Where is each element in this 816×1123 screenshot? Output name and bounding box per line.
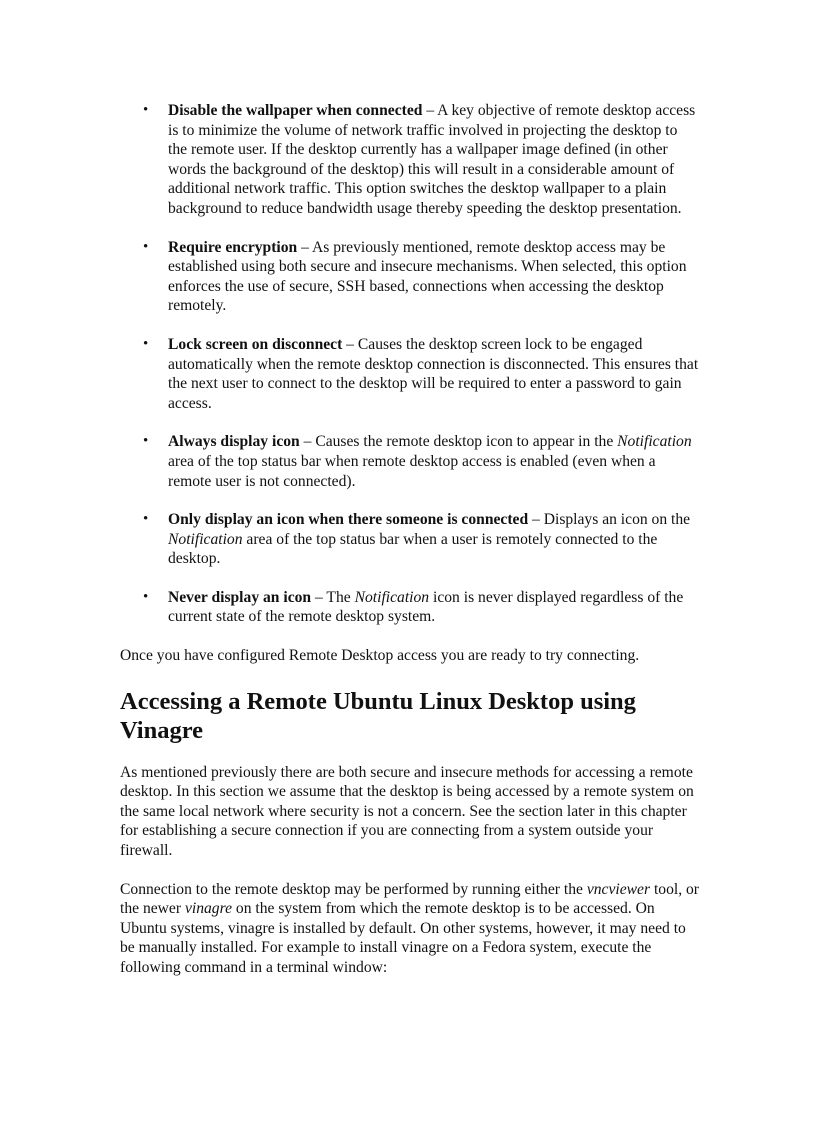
- list-item: [120, 101, 700, 219]
- body-paragraph: As mentioned previously there are both secure and insecure methods for accessing a remote desktop. In this section we assume that the desktop is being accessed by a remote system on the same local network where security is not a concern. See the section later in this chapter for establishing a secure connection if you are connecting from a system outside your firewall.: [120, 763, 694, 860]
- section-heading: Accessing a Remote Ubuntu Linux Desktop using Vinagre: [120, 687, 636, 744]
- options-list: [120, 101, 700, 627]
- notification-term: Notification: [168, 530, 243, 548]
- option-term: Always display icon: [168, 433, 300, 451]
- option-description: icon is never displayed regardless of the current state of the remote desktop system.: [168, 588, 684, 626]
- notification-term: Notification: [617, 433, 692, 451]
- option-term: Require encryption: [168, 238, 298, 256]
- bullet-icon: •: [143, 588, 149, 605]
- paragraph-text: on the system from which the remote desktop is to be accessed. On Ubuntu systems, vinagre is installed by default. On other systems, however, it may need to be manually installed. For example to install vinagre on a Fedora system, execute the following command in a terminal window:: [120, 900, 686, 976]
- option-description: – Causes the desktop screen lock to be engaged automatically when the remote desktop connection is disconnected. This ensures that the next user to connect to the desktop will be required to enter a password to gain access.: [168, 335, 699, 412]
- option-description: – As previously mentioned, remote desktop access may be established using both secure and insecure mechanisms. When selected, this option enforces the use of secure, SSH based, connections when accessing the desktop remotely.: [168, 238, 687, 315]
- list-item: [120, 588, 700, 627]
- option-description: – Displays an icon on the: [528, 511, 691, 529]
- list-item: [120, 432, 700, 491]
- option-description: – The: [311, 588, 355, 606]
- body-paragraph: [120, 880, 700, 978]
- page-content: [120, 101, 700, 978]
- paragraph-text: Connection to the remote desktop may be performed by running either the: [120, 880, 587, 898]
- vncviewer-term: vncviewer: [586, 880, 651, 898]
- bullet-icon: •: [143, 511, 149, 528]
- paragraph-text: tool, or the newer: [120, 880, 699, 918]
- option-description: area of the top status bar when a user is remotely connected to the desktop.: [168, 530, 658, 568]
- bullet-icon: •: [143, 102, 149, 118]
- bullet-icon: •: [143, 433, 149, 450]
- list-item: [120, 238, 700, 316]
- list-item: [120, 510, 700, 569]
- notification-term: Notification: [354, 588, 430, 606]
- option-description: area of the top status bar when remote desktop access is enabled (even when a remote user is not connected).: [168, 452, 656, 490]
- list-item: [120, 335, 700, 413]
- option-term: Disable the wallpaper when connected: [168, 102, 423, 119]
- option-term: Lock screen on disconnect: [168, 335, 343, 353]
- option-term: Never display an icon: [168, 588, 312, 606]
- option-term: Only display an icon when there someone is connected: [168, 511, 529, 529]
- bullet-icon: •: [143, 335, 149, 352]
- option-description: – A key objective of remote desktop access is to minimize the volume of network traffic involved in projecting the desktop to the remote user. If the desktop currently has a wallpaper image defined (in other words the background of the desktop) this will result in a considerable amount of additional network traffic. This option switches the desktop wallpaper to a plain background to reduce bandwidth usage thereby speeding the desktop presentation.: [168, 102, 696, 217]
- vinagre-term: vinagre: [184, 900, 233, 918]
- closing-paragraph: Once you have configured Remote Desktop access you are ready to try connecting.: [120, 647, 640, 665]
- bullet-icon: •: [143, 238, 149, 255]
- option-description: – Causes the remote desktop icon to appear in the: [299, 433, 618, 451]
